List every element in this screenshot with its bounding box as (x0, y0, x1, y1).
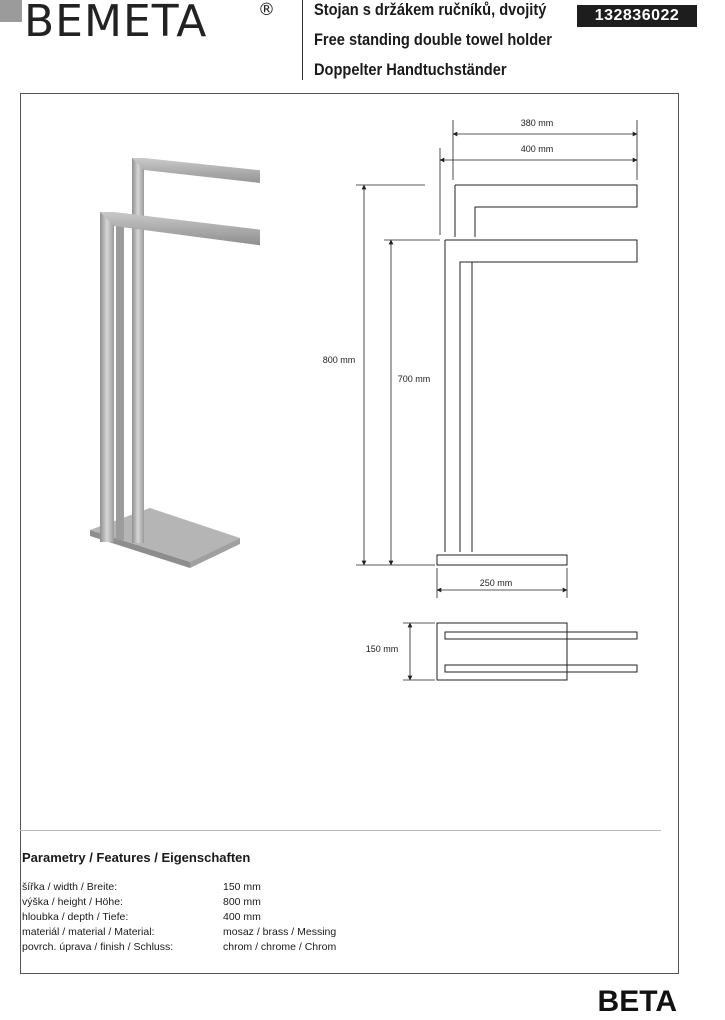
side-base (437, 555, 567, 565)
spec-label: materiál / material / Material: (22, 926, 155, 938)
dim-250: 250 mm (479, 578, 513, 588)
back-arm (132, 158, 260, 188)
front-upright (100, 212, 114, 542)
spec-value: 800 mm (223, 896, 261, 908)
spec-divider (20, 830, 661, 831)
spec-row-height (22, 895, 622, 910)
spec-label: výška / height / Höhe: (22, 896, 123, 908)
dim-150: 150 mm (365, 644, 399, 654)
brand-logo: BEMETA (24, 0, 208, 47)
header-divider (302, 0, 303, 80)
spec-label: šířka / width / Breite: (22, 881, 118, 893)
dim-380: 380 mm (520, 118, 554, 128)
top-view-arm-2 (445, 665, 637, 672)
logo-square (0, 0, 22, 22)
technical-drawing (300, 110, 660, 700)
spec-row-width (22, 880, 622, 895)
dim-400: 400 mm (520, 144, 554, 154)
dim-800: 800 mm (322, 355, 356, 365)
side-lower-arm (445, 240, 637, 552)
registered-mark: ® (258, 0, 275, 20)
dim-700: 700 mm (397, 374, 431, 384)
title-english: Free standing double towel holder (314, 30, 553, 49)
product-code-badge: 132836022 (577, 5, 697, 27)
series-name: BETA (597, 985, 677, 1018)
product-photo (80, 150, 260, 580)
spec-value: mosaz / brass / Messing (223, 926, 337, 938)
spec-value: chrom / chrome / Chrom (223, 941, 337, 953)
spec-label: hloubka / depth / Tiefe: (22, 911, 129, 923)
spec-row-material (22, 925, 622, 940)
title-czech: Stojan s držákem ručníků, dvojitý (314, 0, 547, 19)
spec-label: povrch. úprava / finish / Schluss: (22, 941, 174, 953)
side-upper-arm (455, 185, 637, 237)
top-view-arm-1 (445, 632, 637, 639)
spec-row-finish (22, 940, 622, 955)
spec-row-depth (22, 910, 622, 925)
title-german: Doppelter Handtuchständer (314, 60, 507, 79)
spec-heading: Parametry / Features / Eigenschaften (22, 850, 251, 865)
spec-value: 400 mm (223, 911, 261, 923)
spec-value: 150 mm (223, 881, 261, 893)
